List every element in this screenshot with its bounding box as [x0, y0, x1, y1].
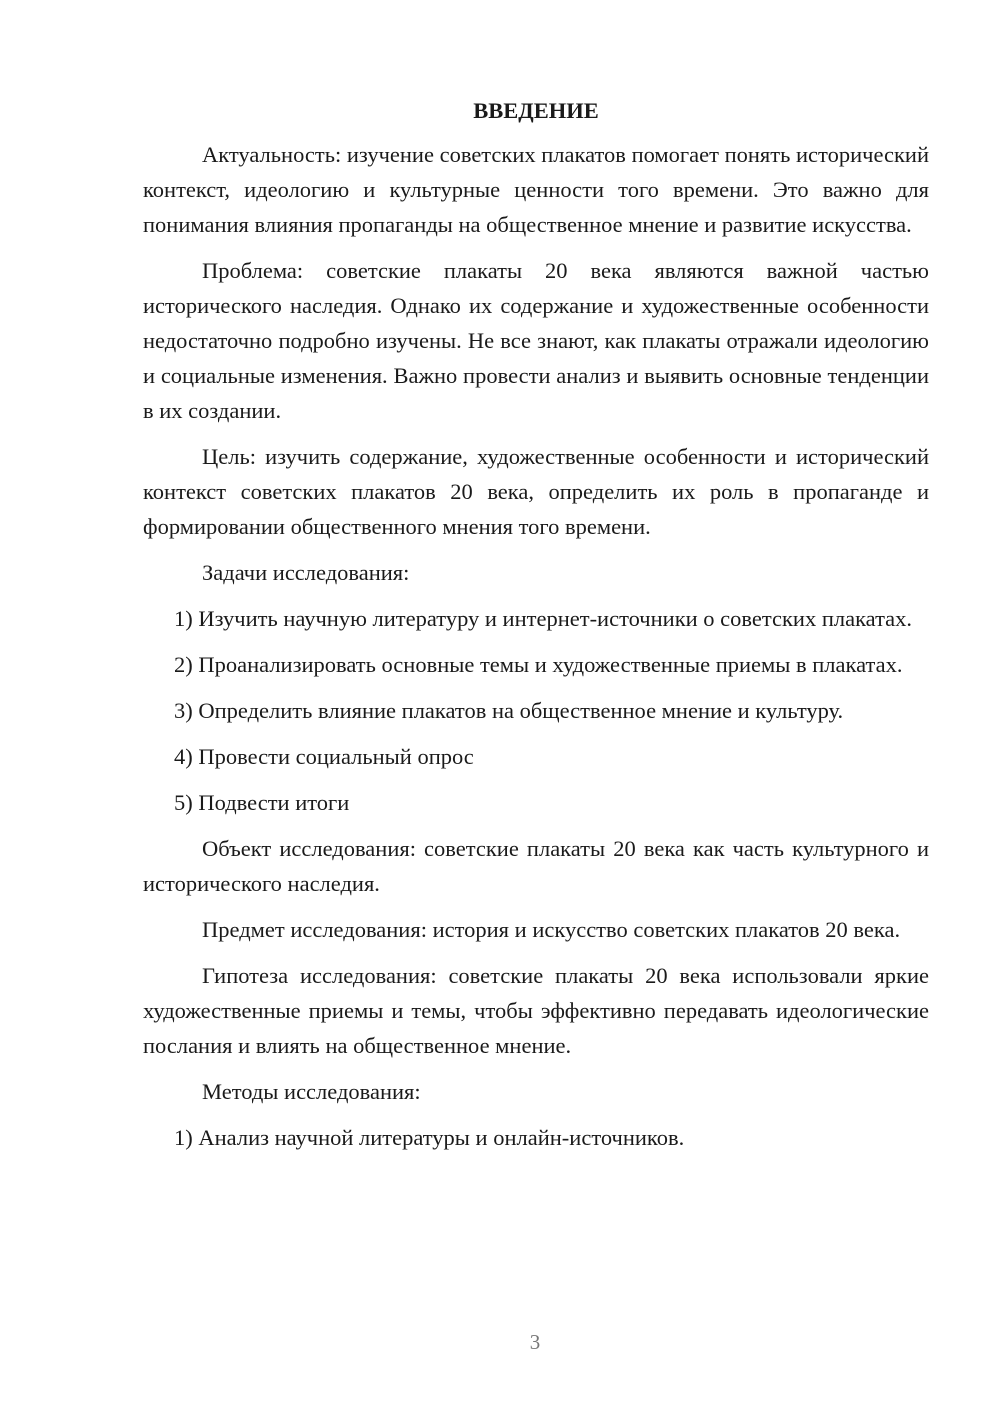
task-item-3: 3) Определить влияние плакатов на общественное мнение и культуру.: [174, 698, 844, 723]
paragraph-object: Объект исследования: советские плакаты 20 века как часть культурного и исторического наследия.: [143, 836, 929, 896]
paragraph-relevance: Актуальность: изучение советских плакатов помогает понять исторический контекст, идеологию и культурные ценности того времени. Это важно для понимания влияния пропаганды на общественное мнение и развитие искусства.: [143, 142, 929, 237]
page-content: [143, 95, 929, 1166]
paragraph-subject: Предмет исследования: история и искусство советских плакатов 20 века.: [202, 917, 901, 942]
task-item-4: 4) Провести социальный опрос: [174, 744, 474, 769]
page-title: ВВЕДЕНИЕ: [473, 98, 599, 123]
page-number: 3: [529, 1330, 541, 1354]
paragraph-problem: Проблема: советские плакаты 20 века являются важной частью исторического наследия. Однако их содержание и художественные особенности недостаточно подробно изучены. Не все знают, как плакаты отражали идеологию и социальные изменения. Важно провести анализ и выявить основные тенденции в их создании.: [143, 258, 929, 423]
task-item-5: 5) Подвести итоги: [174, 790, 350, 815]
paragraph-hypothesis: Гипотеза исследования: советские плакаты 20 века использовали яркие художественные приемы и темы, чтобы эффективно передавать идеологические послания и влиять на общественное мнение.: [143, 963, 929, 1058]
task-item-1: 1) Изучить научную литературу и интернет-источники о советских плакатах.: [174, 606, 913, 631]
method-item-1: 1) Анализ научной литературы и онлайн-источников.: [174, 1125, 685, 1150]
methods-heading: Методы исследования:: [202, 1079, 421, 1104]
paragraph-goal: Цель: изучить содержание, художественные особенности и исторический контекст советских плакатов 20 века, определить их роль в пропаганде и формировании общественного мнения того времени.: [143, 444, 929, 539]
task-item-2: 2) Проанализировать основные темы и художественные приемы в плакатах.: [174, 652, 903, 677]
tasks-heading: Задачи исследования:: [202, 560, 410, 585]
